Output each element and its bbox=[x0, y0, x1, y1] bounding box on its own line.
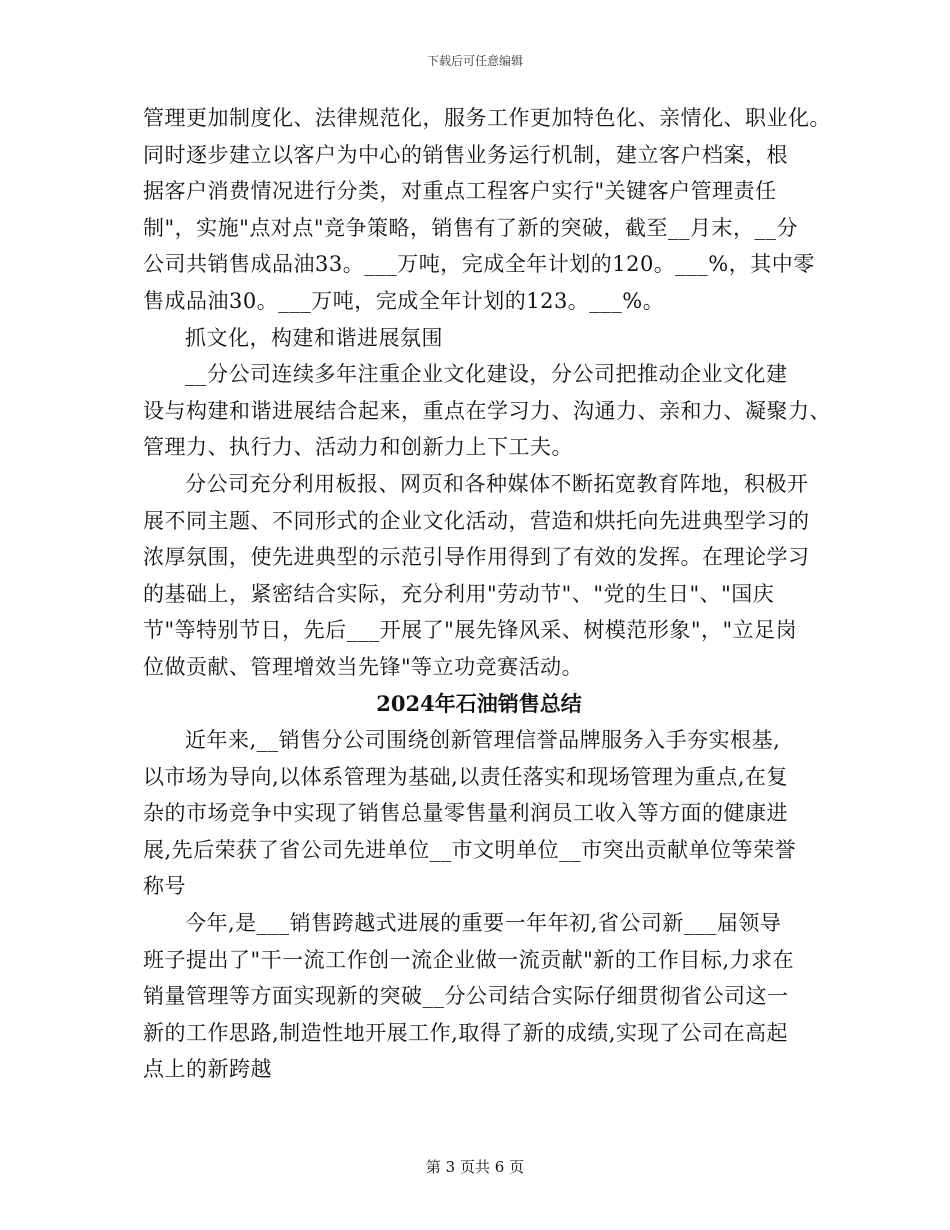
text-line: 分公司充分利用板报、网页和各种媒体不断拓宽教育阵地，积极开 bbox=[185, 471, 809, 496]
text-line: 同时逐步建立以客户为中心的销售业务运行机制，建立客户档案，根 bbox=[143, 142, 788, 167]
text-line: 的基础上，紧密结合实际，充分利用"劳动节"、"党的生日"、"国庆 bbox=[143, 581, 775, 606]
text-line: 展不同主题、不同形式的企业文化活动，营造和烘托向先进典型学习的 bbox=[143, 508, 810, 533]
section-heading: 2024年石油销售总结 bbox=[376, 690, 582, 716]
text-line: 浓厚氛围，使先进典型的示范引导作用得到了有效的发挥。在理论学习 bbox=[143, 545, 810, 570]
text-line: 近年来,__销售分公司围绕创新管理信誉品牌服务入手夯实根基, bbox=[185, 728, 781, 753]
text-line: 今年,是___销售跨越式进展的重要一年年初,省公司新___届领导 bbox=[185, 911, 782, 936]
text-line: 称号 bbox=[143, 874, 186, 899]
text-line: 展,先后荣获了省公司先进单位__市文明单位__市突出贡献单位等荣誉 bbox=[143, 837, 797, 862]
text-line: 以市场为导向,以体系管理为基础,以责任落实和现场管理为重点,在复 bbox=[143, 764, 789, 789]
text-line: 新的工作思路,制造性地开展工作,取得了新的成绩,实现了公司在高起 bbox=[143, 1020, 789, 1045]
text-line: 杂的市场竞争中实现了销售总量零售量利润员工收入等方面的健康进 bbox=[143, 801, 788, 826]
paragraph-sales-management bbox=[143, 100, 831, 320]
text-line: 据客户消费情况进行分类，对重点工程客户实行"关键客户管理责任 bbox=[143, 179, 777, 204]
paragraph-culture-subtitle bbox=[143, 320, 815, 357]
text-line: 管理力、执行力、活动力和创新力上下工夫。 bbox=[143, 435, 573, 460]
text-line: 售成品油30。___万吨，完成全年计划的123。___%。 bbox=[143, 288, 665, 313]
text-line: 销量管理等方面实现新的突破__分公司结合实际仔细贯彻省公司这一 bbox=[143, 984, 789, 1009]
text-line: 设与构建和谐进展结合起来，重点在学习力、沟通力、亲和力、凝聚力、 bbox=[143, 398, 831, 423]
document-body bbox=[143, 100, 831, 1088]
text-line: 制"，实施"点对点"竞争策略，销售有了新的突破，截至__月末，__分 bbox=[143, 215, 798, 240]
paragraph-culture-building bbox=[143, 356, 831, 466]
text-line: 公司共销售成品油33。___万吨，完成全年计划的120。___%，其中零 bbox=[143, 252, 815, 277]
paragraph-this-year bbox=[143, 905, 815, 1088]
paragraph-culture-activities bbox=[143, 466, 815, 686]
text-line: 节"等特别节日，先后___开展了"展先锋风采、树模范形象"，"立足岗 bbox=[143, 618, 798, 643]
page-footer-page-number: 第 3 页共 6 页 bbox=[425, 1158, 525, 1176]
text-line: 点上的新跨越 bbox=[143, 1057, 272, 1082]
text-line: __分公司连续多年注重企业文化建设，分公司把推动企业文化建 bbox=[185, 362, 788, 387]
paragraph-recent-years bbox=[143, 722, 815, 905]
page-header: 下载后可任意编辑 bbox=[426, 54, 523, 68]
text-line: 班子提出了"干一流工作创一流企业做一流贡献"新的工作目标,力求在 bbox=[143, 947, 794, 972]
text-line: 抓文化，构建和谐进展氛围 bbox=[185, 325, 443, 350]
text-line: 位做贡献、管理增效当先锋"等立功竞赛活动。 bbox=[143, 654, 584, 679]
text-line: 管理更加制度化、法律规范化，服务工作更加特色化、亲情化、职业化。 bbox=[143, 106, 831, 130]
